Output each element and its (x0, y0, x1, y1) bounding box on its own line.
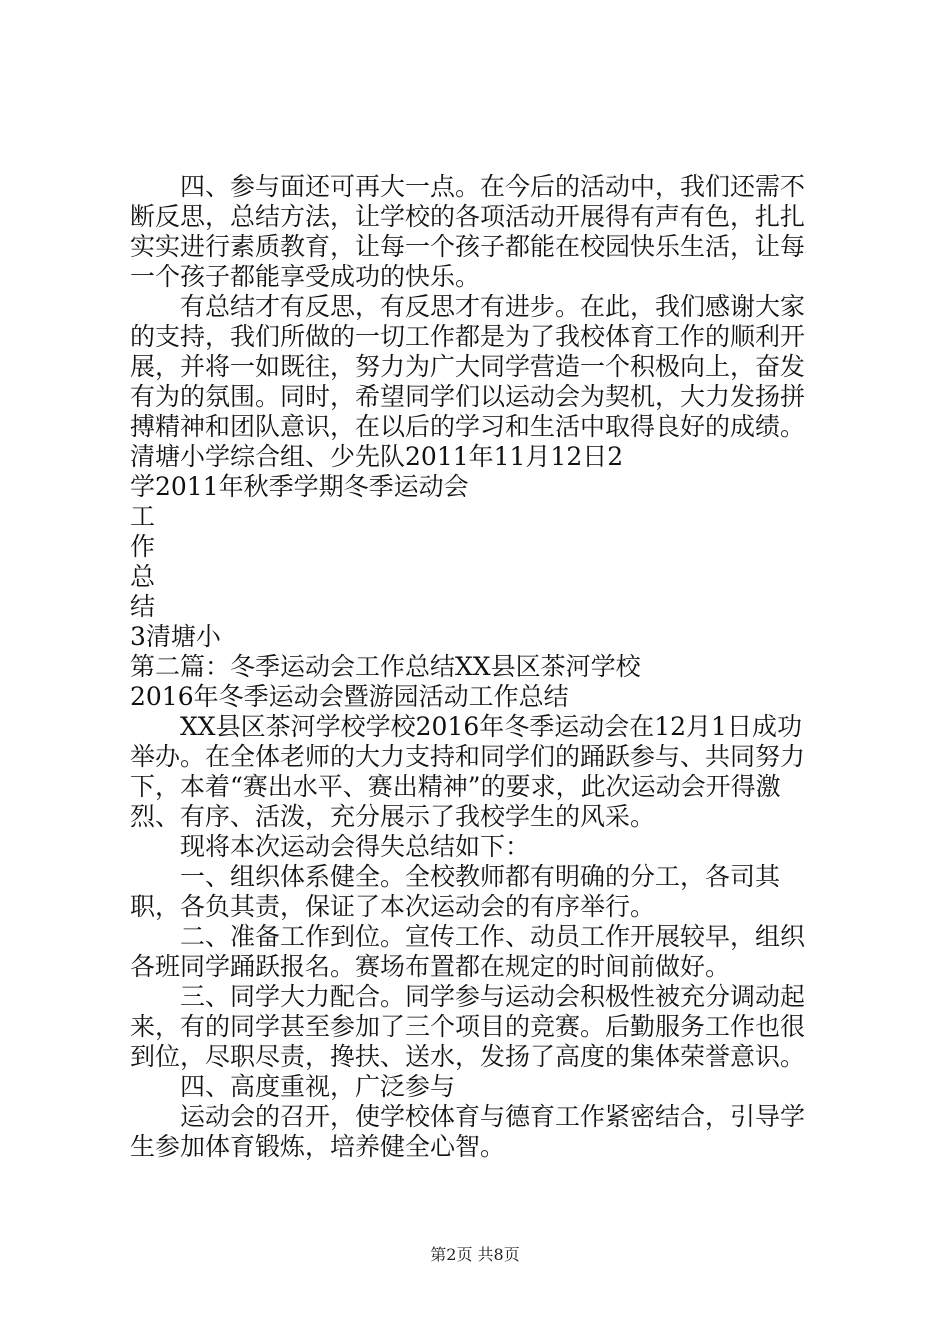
paragraph-intro: XX县区茶河学校学校2016年冬季运动会在12月1日成功举办。在全体老师的大力支持和同学们的踊跃参与、共同努力下，本着“赛出水平、赛出精神”的要求，此次运动会开得激烈、有序、活泼，充分展示了我校学生的风采。 (130, 712, 806, 831)
vertical-char-4: 结 (130, 592, 156, 621)
document-body (130, 172, 820, 1162)
section-subtitle: 2016年冬季运动会暨游园活动工作总结 (130, 682, 569, 711)
paragraph-point-1: 一、组织体系健全。全校教师都有明确的分工，各司其职，各负其责，保证了本次运动会的有序举行。 (130, 862, 781, 921)
paragraph-summary-lead: 现将本次运动会得失总结如下： (180, 832, 531, 861)
page-footer: 第2页 共8页 (430, 1245, 520, 1264)
fragment-line: 3清塘小 (130, 622, 221, 651)
paragraph-reflection: 有总结才有反思，有反思才有进步。在此，我们感谢大家的支持，我们所做的一切工作都是为了我校体育工作的顺利开展，并将一如既往，努力为广大同学营造一个积极向上，奋发有为的氛围。同时，希望同学们以运动会为契机，大力发扬拼搏精神和团队意识，在以后的学习和生活中取得良好的成绩。 (130, 292, 806, 441)
paragraph-point-4-heading: 四、高度重视，广泛参与 (180, 1072, 456, 1101)
paragraph-point-4-body: 运动会的召开，使学校体育与德育工作紧密结合，引导学生参加体育锻炼，培养健全心智。 (130, 1102, 806, 1161)
vertical-char-2: 作 (130, 532, 156, 561)
section-heading: 第二篇：冬季运动会工作总结XX县区茶河学校 (130, 652, 641, 681)
paragraph-point-2: 二、准备工作到位。宣传工作、动员工作开展较早，组织各班同学踊跃报名。赛场布置都在规定的时间前做好。 (130, 922, 806, 981)
vertical-char-1: 工 (130, 502, 156, 531)
signature-line: 清塘小学综合组、少先队2011年11月12日2 (130, 442, 624, 471)
paragraph-point-3: 三、同学大力配合。同学参与运动会积极性被充分调动起来，有的同学甚至参加了三个项目的竞赛。后勤服务工作也很到位，尽职尽责，搀扶、送水，发扬了高度的集体荣誉意识。 (130, 982, 806, 1071)
title-fragment-line: 学2011年秋季学期冬季运动会 (130, 472, 469, 501)
vertical-char-3: 总 (130, 562, 156, 591)
paragraph-participation: 四、参与面还可再大一点。在今后的活动中，我们还需不断反思，总结方法，让学校的各项活动开展得有声有色，扎扎实实进行素质教育，让每一个孩子都能在校园快乐生活，让每一个孩子都能享受成功的快乐。 (130, 172, 806, 291)
